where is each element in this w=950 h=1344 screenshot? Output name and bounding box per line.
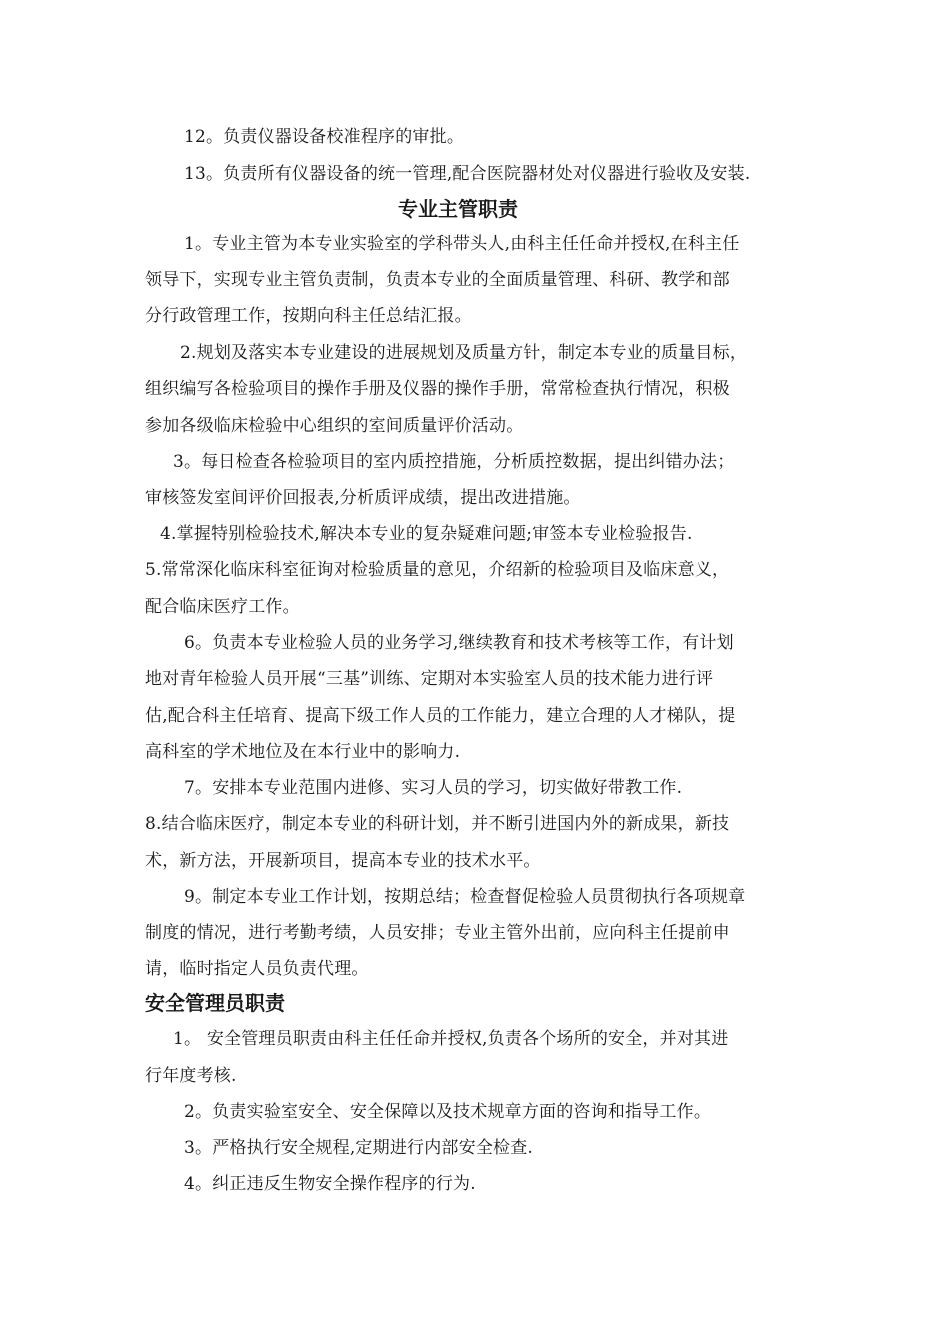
text-line: 3。每日检查各检验项目的室内质控措施，分析质控数据，提出纠错办法； (173, 452, 735, 472)
text-line: 地对青年检验人员开展“三基”训练、定期对本实验室人员的技术能力进行评 (145, 669, 714, 689)
text-line: 参加各级临床检验中心组织的室间质量评价活动。 (145, 416, 524, 436)
text-line: 4。纠正违反生物安全操作程序的行为. (184, 1174, 476, 1194)
text-line: 估,配合科主任培育、提高下级工作人员的工作能力，建立合理的人才梯队，提 (145, 706, 736, 726)
text-line: 请，临时指定人员负责代理。 (145, 959, 369, 979)
text-line: 8.结合临床医疗，制定本专业的科研计划，并不断引进国内外的新成果，新技 (145, 814, 730, 834)
text-line: 行年度考核. (145, 1066, 237, 1086)
text-line: 4.掌握特别检验技术,解决本专业的复杂疑难问题;审签本专业检验报告. (160, 524, 693, 544)
text-line: 制度的情况，进行考勤考绩，人员安排；专业主管外出前，应向科主任提前申 (145, 923, 730, 943)
text-line: 5.常常深化临床科室征询对检验质量的意见，介绍新的检验项目及临床意义， (145, 560, 730, 580)
text-line: 分行政管理工作，按期向科主任总结汇报。 (145, 306, 472, 326)
text-line: 9。制定本专业工作计划，按期总结；检查督促检验人员贯彻执行各项规章 (184, 887, 746, 907)
text-line: 2。负责实验室安全、安全保障以及技术规章方面的咨询和指导工作。 (184, 1102, 712, 1122)
text-line: 3。严格执行安全规程,定期进行内部安全检查. (184, 1138, 534, 1158)
text-line: 1。专业主管为本专业实验室的学科带头人,由科主任任命并授权,在科主任 (184, 234, 740, 254)
text-line: 2.规划及落实本专业建设的进展规划及质量方针，制定本专业的质量目标， (180, 343, 748, 363)
text-line: 术，新方法，开展新项目，提高本专业的技术水平。 (145, 851, 541, 871)
text-line: 领导下，实现专业主管负责制，负责本专业的全面质量管理、科研、教学和部 (145, 270, 730, 290)
text-line: 13。负责所有仪器设备的统一管理,配合医院器材处对仪器进行验收及安装. (184, 164, 751, 184)
text-line: 7。安排本专业范围内进修、实习人员的学习，切实做好带教工作. (184, 778, 683, 798)
section-heading-safety-manager: 安全管理员职责 (145, 991, 285, 1015)
text-line: 配合临床医疗工作。 (145, 597, 300, 617)
text-line: 12。负责仪器设备校准程序的审批。 (184, 127, 465, 147)
text-line: 1。 安全管理员职责由科主任任命并授权,负责各个场所的安全，并对其进 (173, 1029, 729, 1049)
section-heading-major-supervisor: 专业主管职责 (398, 197, 518, 221)
text-line: 高科室的学术地位及在本行业中的影响力. (145, 742, 461, 762)
text-line: 审核签发室间评价回报表,分析质评成绩，提出改进措施。 (145, 488, 581, 508)
text-line: 组织编写各检验项目的操作手册及仪器的操作手册，常常检查执行情况，积极 (145, 379, 730, 399)
text-line: 6。负责本专业检验人员的业务学习,继续教育和技术考核等工作，有计划 (184, 633, 734, 653)
